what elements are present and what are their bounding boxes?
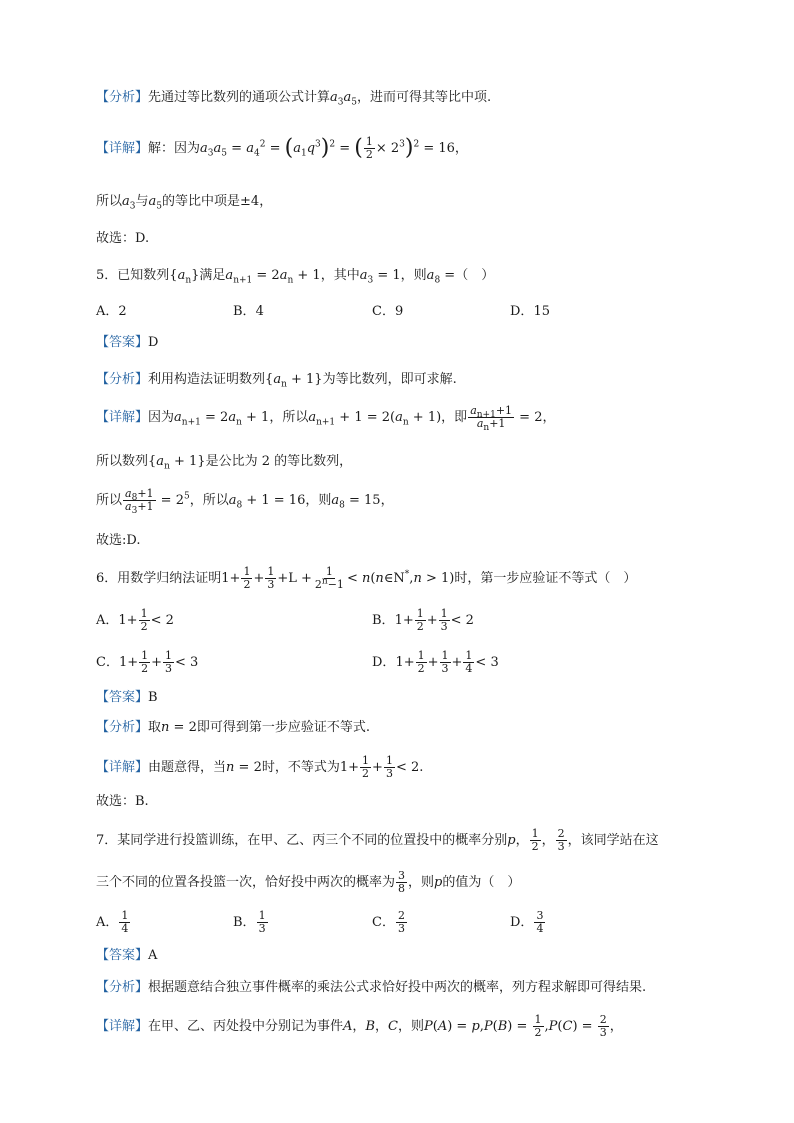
- q4-detail: 【详解】解：因为$a_3a_5 = a_4^2 = (a_1q^3)^2$ = ( $\frac{1}{2}$ × $2^3)^2 = 16$，: [96, 135, 468, 161]
- q7-option-d: D． $\frac{3}{4}$: [510, 909, 544, 935]
- q5-detail: 【详解】因为$a_{n+1} = 2a_n + 1$，所以$a_{n+1} + 1 = 2(a_n + 1)$，即 $\frac{a_{n+1}+1}{a_n+1}$ = 2，: [96, 404, 556, 434]
- q5-option-d: D．15: [510, 304, 550, 319]
- q4-analysis: 【分析】先通过等比数列的通项公式计算$a_3a_5$，进而可得其等比中项.: [96, 90, 492, 108]
- q7-stem-line2: 三个不同的位置各投篮一次，恰好投中两次的概率为 $\frac{3}{8}$ ，则p的值为（ ）: [96, 869, 521, 895]
- q6-option-c: C．1+ $\frac{1}{2}$ + $\frac{1}{3}$ < 3: [96, 649, 199, 675]
- q5-option-b: B．4: [233, 304, 264, 319]
- q7-option-a: A． $\frac{1}{4}$: [96, 909, 129, 935]
- q6-option-a: A．1+ $\frac{1}{2}$ < 2: [96, 607, 174, 633]
- q5-conclusion: 故选:D.: [96, 533, 141, 548]
- detail-tag: 【详解】: [96, 141, 149, 156]
- q6-conclusion: 故选：B.: [96, 794, 149, 809]
- analysis-tag: 【分析】: [96, 90, 149, 105]
- q7-stem-line1: 7．某同学进行投篮训练，在甲、乙、丙三个不同的位置投中的概率分别p， $\frac{1}{2}$ ， $\frac{2}{3}$ ，该同学站在这: [96, 827, 659, 853]
- q4-conclusion: 故选：D.: [96, 231, 150, 246]
- q5-stem: 5．已知数列$\{a_n\}$满足$a_{n+1} = 2a_n + 1$，其中$a_3 = 1$，则$a_8$ =（ ）: [96, 268, 495, 286]
- q4-line3: 所以$a_3$与$a_5$的等比中项是±4，: [96, 194, 273, 212]
- q5-option-a: A．2: [96, 304, 127, 319]
- q6-stem: 6．用数学归纳法证明1+ $\frac{1}{2}$ + $\frac{1}{3}$ +L + $\frac{1}{2^n-1}$ < n(n∈N*,n > 1)时，第一步应验证不等式（ ）: [96, 565, 637, 591]
- q5-answer: 【答案】D: [96, 335, 159, 350]
- q7-analysis: 【分析】根据题意结合独立事件概率的乘法公式求恰好投中两次的概率，列方程求解即可得结果.: [96, 980, 647, 995]
- q5-ratio-line: 所以数列$\{a_n + 1\}$是公比为 2 的等比数列，: [96, 454, 353, 472]
- q6-option-d: D．1+ $\frac{1}{2}$ + $\frac{1}{3}$ + $\frac{1}{4}$ < 3: [372, 649, 499, 675]
- q5-calc-line: 所以 $\frac{a_8+1}{a_3+1}$ = $2^5$，所以$a_8 + 1 = 16$，则$a_8 = 15$，: [96, 487, 394, 517]
- q7-option-c: C． $\frac{2}{3}$: [372, 909, 405, 935]
- q6-detail: 【详解】由题意得，当n = 2时，不等式为1+ $\frac{1}{2}$ + $\frac{1}{3}$ < 2.: [96, 754, 424, 780]
- q6-answer: 【答案】B: [96, 690, 158, 705]
- q6-option-b: B．1+ $\frac{1}{2}$ + $\frac{1}{3}$ < 2: [372, 607, 474, 633]
- q7-detail: 【详解】在甲、乙、丙处投中分别记为事件A，B，C，则P(A) = p,P(B) = $\frac{1}{2}$ ,P(C) = $\frac{2}{3}$ ，: [96, 1013, 623, 1039]
- q5-option-c: C．9: [372, 304, 404, 319]
- q7-answer: 【答案】A: [96, 948, 158, 963]
- q7-option-b: B． $\frac{1}{3}$: [233, 909, 266, 935]
- q6-analysis: 【分析】取n = 2即可得到第一步应验证不等式.: [96, 720, 370, 735]
- q5-analysis: 【分析】利用构造法证明数列$\{a_n + 1\}$为等比数列，即可求解.: [96, 372, 457, 390]
